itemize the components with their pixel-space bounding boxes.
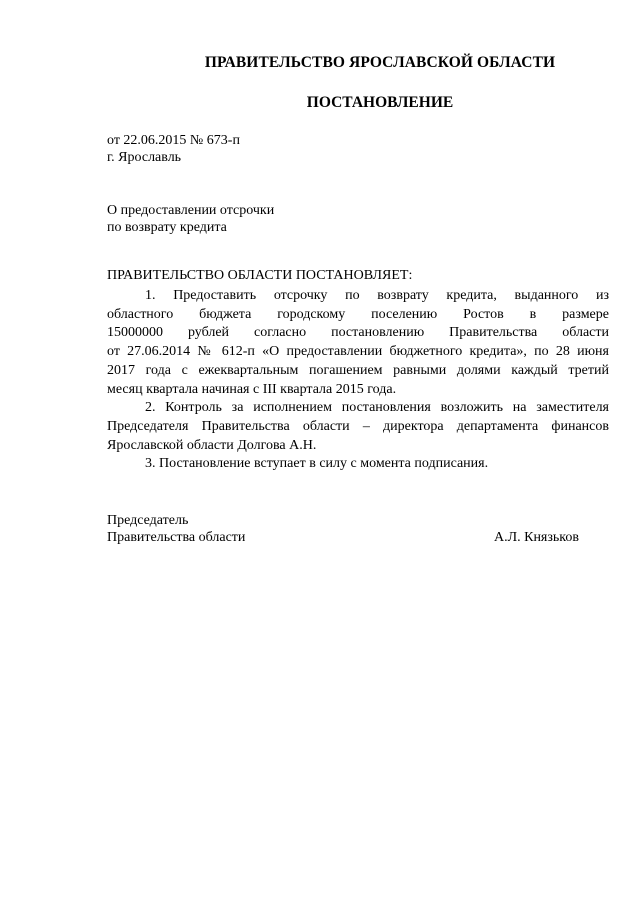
subject-line-2: по возврату кредита bbox=[107, 220, 227, 235]
decree-body bbox=[107, 287, 609, 474]
item-2-line-3: Ярославской области Долгова А.Н. bbox=[107, 437, 317, 453]
signatory-title-line-1: Председатель bbox=[107, 513, 189, 528]
decree-item-2 bbox=[107, 399, 609, 455]
signatory-name: А.Л. Князьков bbox=[494, 530, 579, 545]
item-2-line-2: Председателя Правительства области – директора департамента финансов bbox=[107, 418, 609, 434]
signatory-title-line-2: Правительства области bbox=[107, 530, 246, 545]
item-1-line-1: 1. Предоставить отсрочку по возврату кредита, выданного из bbox=[145, 288, 609, 303]
decree-item-3 bbox=[107, 455, 609, 474]
document-city: г. Ярославль bbox=[107, 150, 182, 165]
subject-line-1: О предоставлении отсрочки bbox=[107, 203, 275, 218]
government-title: ПРАВИТЕЛЬСТВО ЯРОСЛАВСКОЙ ОБЛАСТИ bbox=[204, 54, 556, 71]
item-3-line-1: 3. Постановление вступает в силу с момента подписания. bbox=[145, 456, 489, 472]
item-1-line-4: от 27.06.2014 № 612-п «О предоставлении бюджетного кредита», по 28 июня bbox=[107, 344, 609, 360]
item-1-line-6: месяц квартала начиная с III квартала 2015 года. bbox=[107, 381, 397, 397]
item-1-line-5: 2017 года с ежеквартальным погашением равными долями каждый третий bbox=[107, 362, 609, 378]
item-1-line-3: 15000000 рублей согласно постановлению Правительства области bbox=[107, 325, 609, 341]
decree-intro: ПРАВИТЕЛЬСТВО ОБЛАСТИ ПОСТАНОВЛЯЕТ: bbox=[107, 268, 413, 283]
item-2-line-1: 2. Контроль за исполнением постановления возложить на заместителя bbox=[145, 400, 609, 416]
decree-item-1 bbox=[107, 287, 609, 399]
document-date-number: от 22.06.2015 № 673-п bbox=[107, 133, 240, 148]
item-1-line-2: областного бюджета городскому поселению Ростов в размере bbox=[107, 306, 609, 322]
document-type-title: ПОСТАНОВЛЕНИЕ bbox=[306, 94, 454, 111]
